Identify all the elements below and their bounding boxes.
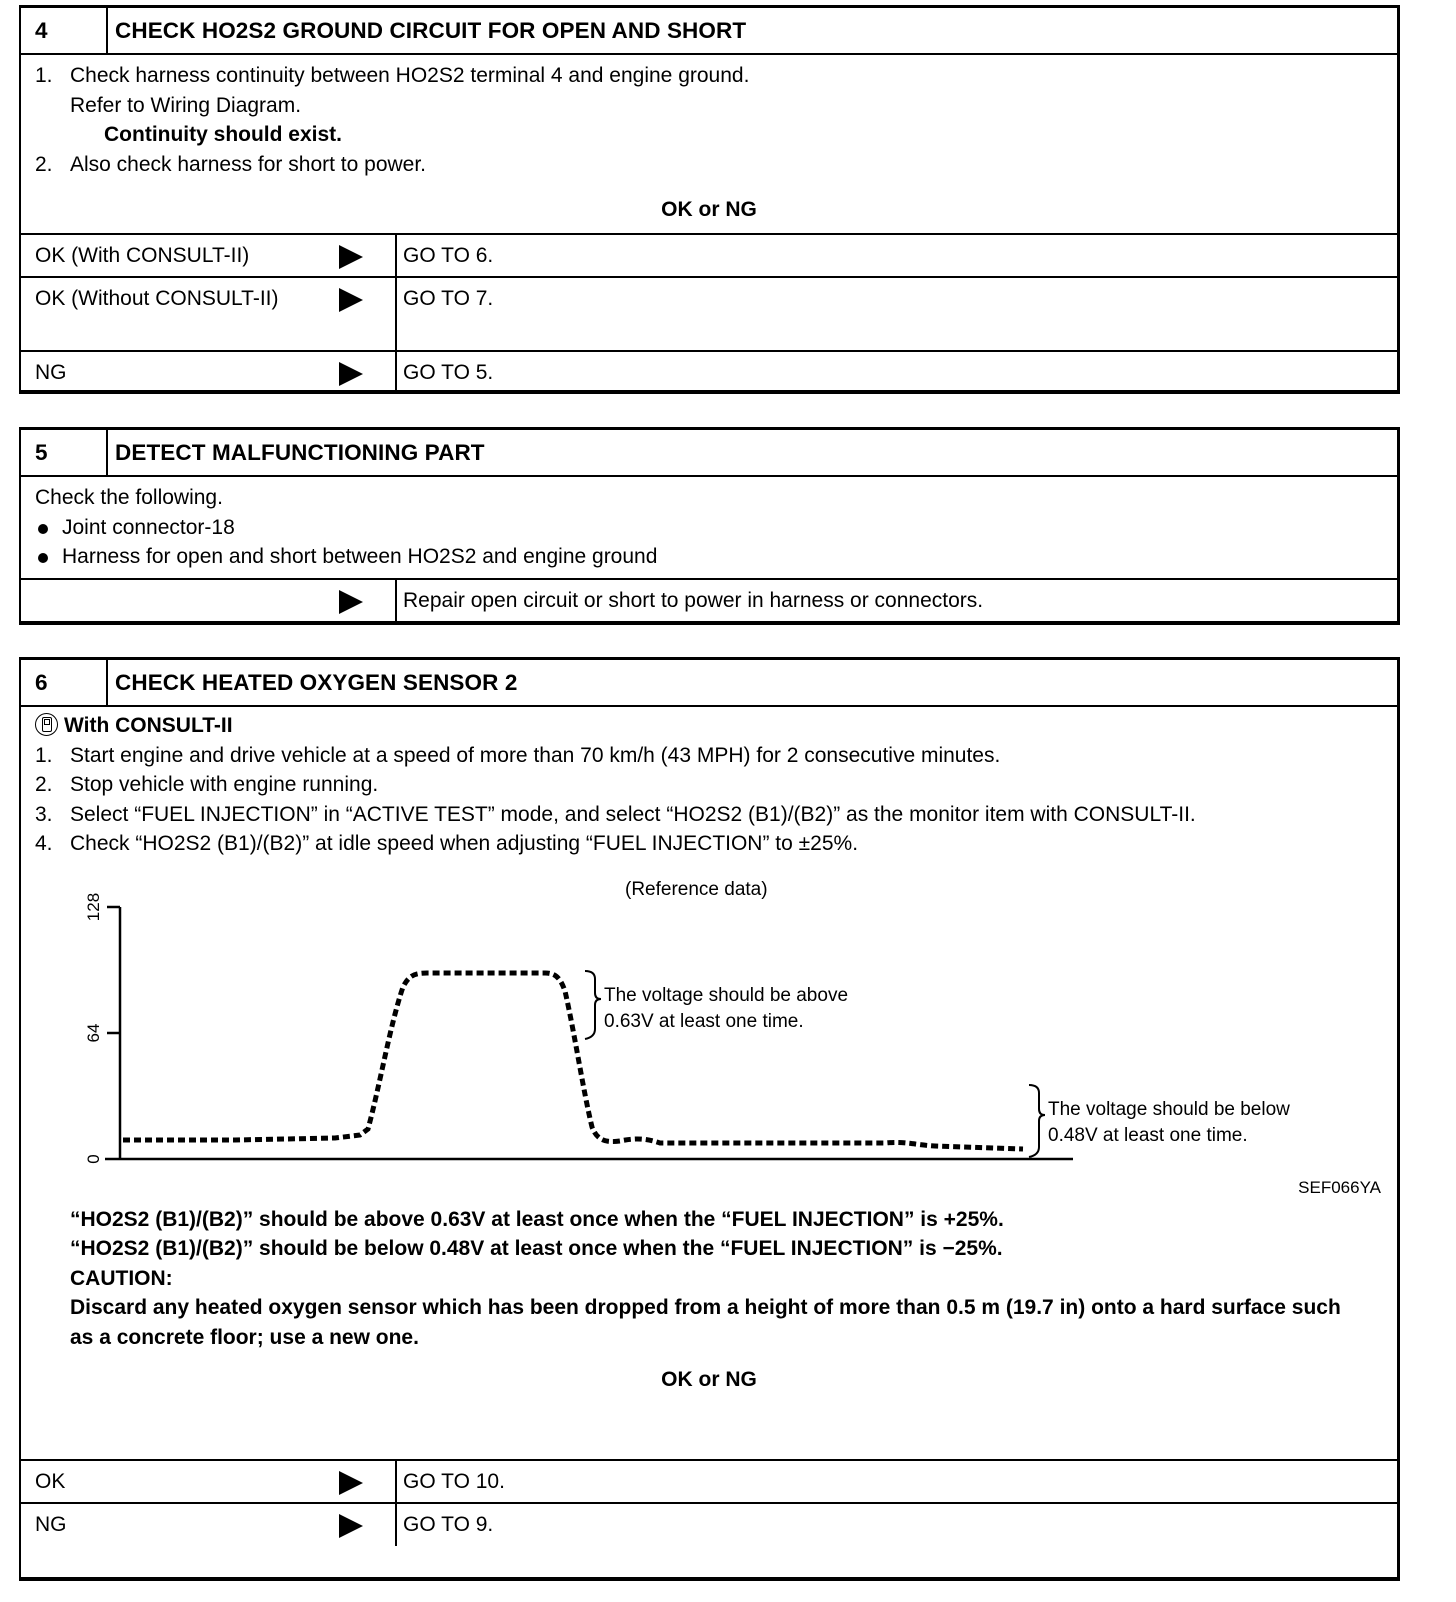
consult-icon bbox=[35, 713, 58, 736]
step-5-header bbox=[21, 430, 1397, 477]
result-row[interactable] bbox=[21, 578, 1397, 622]
result-row[interactable] bbox=[21, 1459, 1397, 1502]
step-title: CHECK HO2S2 GROUND CIRCUIT FOR OPEN AND SHORT bbox=[115, 17, 747, 43]
arrow-right-icon bbox=[339, 362, 363, 386]
instruction-line: 3. Select “FUEL INJECTION” in “ACTIVE TEST” mode, and select “HO2S2 (B1)/(B2)” as the monitor item with CONSULT-II. bbox=[35, 802, 1196, 826]
step-5-box bbox=[19, 427, 1400, 625]
bullet-item: Joint connector-18 bbox=[35, 513, 1383, 543]
instruction-line: 4. Check “HO2S2 (B1)/(B2)” at idle speed when adjusting “FUEL INJECTION” to ±25%. bbox=[35, 832, 859, 855]
bullet-icon bbox=[35, 513, 62, 543]
instruction-line: Refer to Wiring Diagram. bbox=[70, 93, 302, 117]
step-number: 6 bbox=[21, 660, 108, 705]
result-label: OK (With CONSULT-II) bbox=[35, 244, 250, 267]
instruction-line: 2. Stop vehicle with engine running. bbox=[35, 773, 379, 796]
caution-label: CAUTION: bbox=[70, 1266, 173, 1290]
result-row[interactable] bbox=[21, 233, 1397, 276]
step-number: 4 bbox=[21, 8, 108, 53]
reference-chart bbox=[35, 865, 1383, 1205]
bullet-icon bbox=[35, 542, 62, 572]
result-heading: OK or NG bbox=[661, 1368, 757, 1391]
instruction-line: 1. Start engine and drive vehicle at a speed of more than 70 km/h (43 MPH) for 2 consecutive minutes. bbox=[35, 743, 1001, 767]
instruction-line: Check the following. bbox=[35, 486, 223, 509]
arrow-right-icon bbox=[339, 288, 363, 312]
result-row[interactable] bbox=[21, 350, 1397, 394]
action-text[interactable]: Repair open circuit or short to power in harness or connectors. bbox=[403, 589, 984, 612]
result-label: NG bbox=[35, 361, 67, 384]
step-6-instructions bbox=[21, 707, 1397, 1459]
arrow-right-icon bbox=[339, 590, 363, 614]
result-label: OK (Without CONSULT-II) bbox=[35, 287, 279, 310]
y-tick-0: 0 bbox=[84, 1153, 103, 1164]
consult-mode-label: With CONSULT-II bbox=[35, 711, 1383, 741]
annotation-high: The voltage should be above 0.63V at least one time. bbox=[604, 984, 849, 1032]
instruction-line: 2. Also check harness for short to power. bbox=[35, 152, 427, 176]
step-6-header bbox=[21, 660, 1397, 707]
arrow-right-icon bbox=[339, 1471, 363, 1495]
step-title: CHECK HEATED OXYGEN SENSOR 2 bbox=[115, 669, 518, 695]
voltage-plot bbox=[35, 865, 1385, 1205]
result-label: NG bbox=[35, 1513, 67, 1536]
caution-text: Discard any heated oxygen sensor which has been dropped from a height of more than 0.5 m (19.7 in) onto a hard surface such as a concrete floor; use a new one. bbox=[70, 1296, 1341, 1349]
goto-link[interactable]: GO TO 10. bbox=[403, 1470, 505, 1493]
result-row[interactable] bbox=[21, 1502, 1397, 1546]
expected-result: Continuity should exist. bbox=[104, 123, 343, 146]
goto-link[interactable]: GO TO 5. bbox=[403, 361, 494, 384]
step-4-box bbox=[19, 5, 1400, 394]
bullet-item: Harness for open and short between HO2S2 and engine ground bbox=[35, 542, 1383, 572]
result-heading: OK or NG bbox=[661, 198, 757, 221]
brace-low bbox=[1029, 1085, 1045, 1157]
y-tick-64: 64 bbox=[84, 1023, 103, 1042]
step-4-instructions bbox=[21, 55, 1397, 233]
step-6-box bbox=[19, 657, 1400, 1581]
step-number: 5 bbox=[21, 430, 108, 475]
arrow-right-icon bbox=[339, 245, 363, 269]
note-line: “HO2S2 (B1)/(B2)” should be above 0.63V at least once when the “FUEL INJECTION” is +25%. bbox=[70, 1207, 1004, 1231]
step-title: DETECT MALFUNCTIONING PART bbox=[115, 439, 485, 465]
arrow-right-icon bbox=[339, 1514, 363, 1538]
note-line: “HO2S2 (B1)/(B2)” should be below 0.48V at least once when the “FUEL INJECTION” is −25%. bbox=[70, 1237, 1003, 1260]
annotation-low: The voltage should be below 0.48V at least one time. bbox=[1048, 1098, 1290, 1146]
goto-link[interactable]: GO TO 7. bbox=[403, 287, 494, 310]
goto-link[interactable]: GO TO 9. bbox=[403, 1513, 494, 1536]
goto-link[interactable]: GO TO 6. bbox=[403, 244, 494, 267]
step-4-header bbox=[21, 8, 1397, 55]
instruction-line: 1. Check harness continuity between HO2S2 terminal 4 and engine ground. bbox=[35, 64, 750, 87]
chart-caption: (Reference data) bbox=[625, 878, 768, 900]
result-row[interactable] bbox=[21, 276, 1397, 350]
step-5-instructions bbox=[21, 477, 1397, 578]
figure-id: SEF066YA bbox=[1298, 1177, 1381, 1197]
result-label: OK bbox=[35, 1470, 66, 1493]
y-tick-128: 128 bbox=[84, 892, 103, 921]
brace-high bbox=[585, 971, 601, 1039]
